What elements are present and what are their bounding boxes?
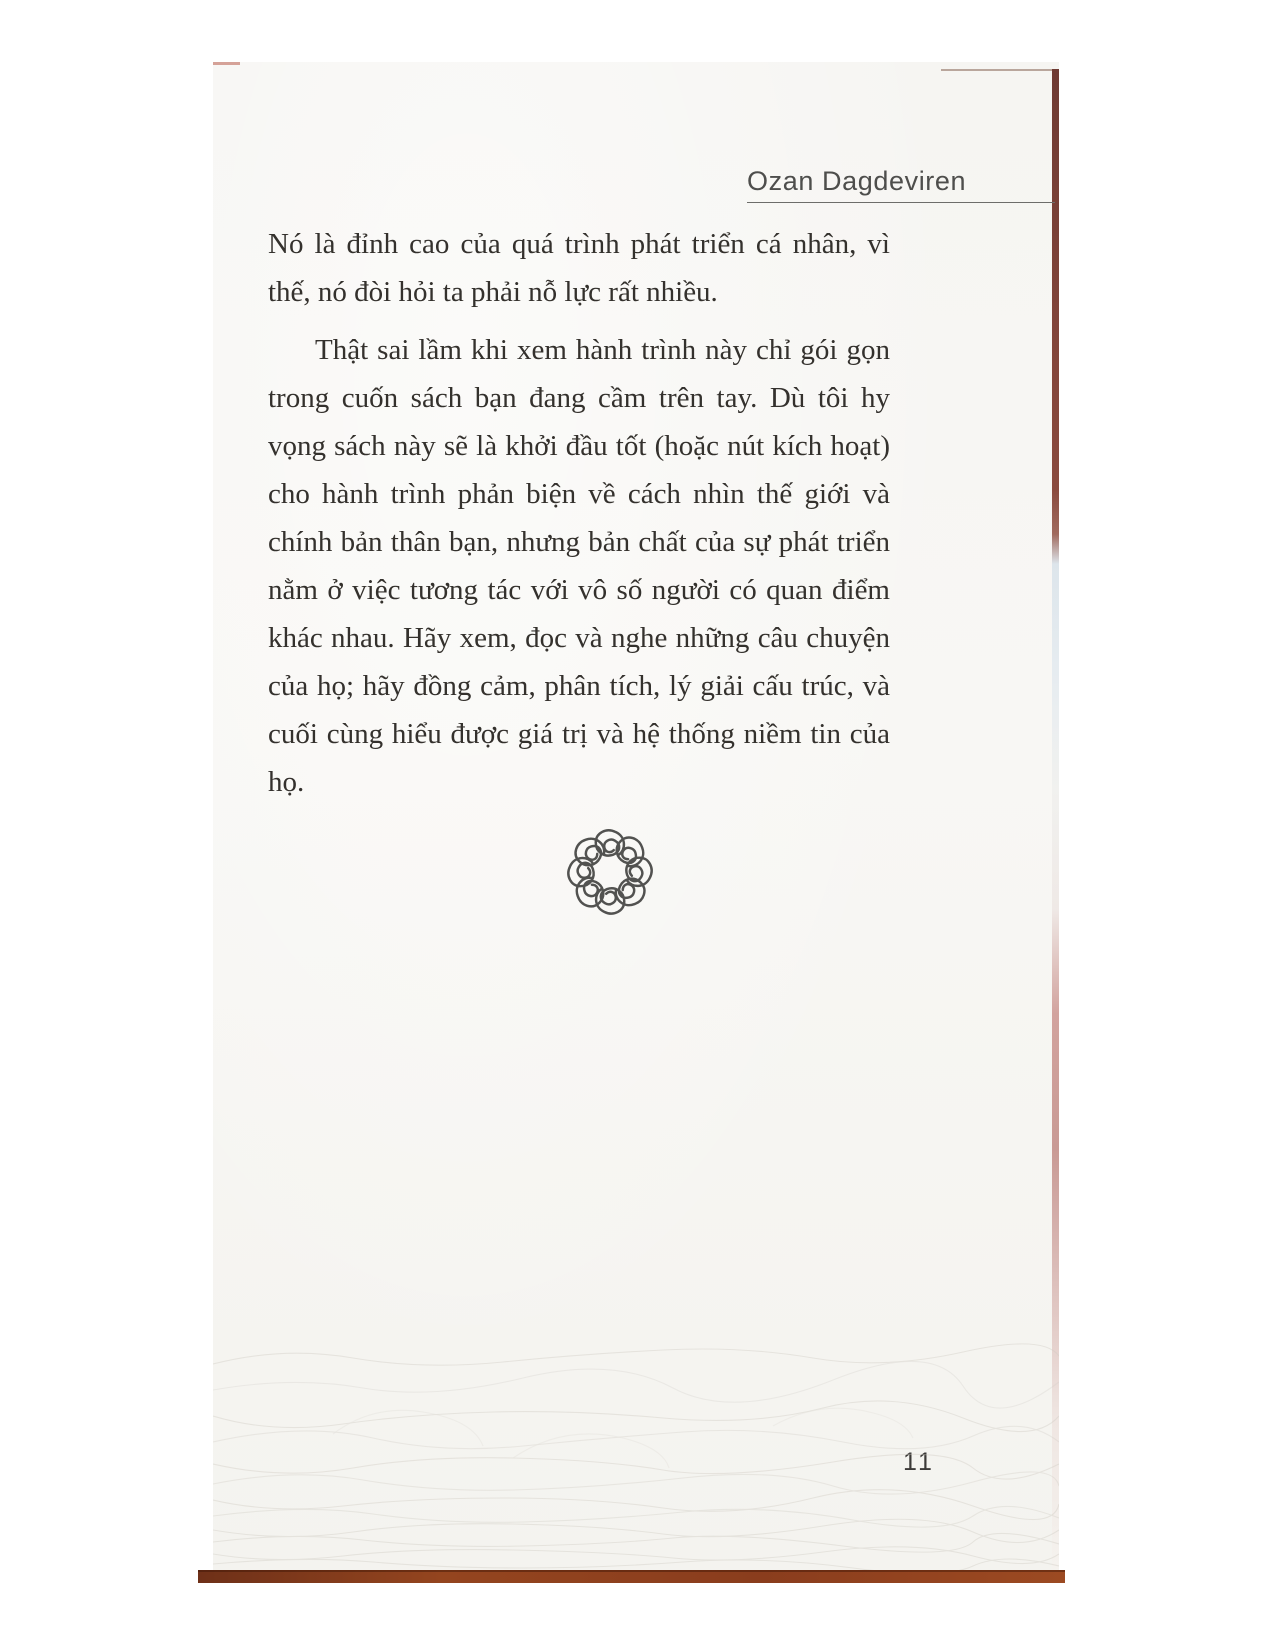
author-name: Ozan Dagdeviren	[747, 166, 967, 196]
page-top-edge	[941, 69, 1059, 71]
paragraph: Thật sai lầm khi xem hành trình này chỉ gói gọn trong cuốn sách bạn đang cầm trên tay. Dù tôi hy vọng sách này sẽ là khởi đầu tốt (hoặc nút kích hoạt) cho hành trình phản biện về cách nhìn thế giới và chính bản thân bạn, nhưng bản chất của sự phát triển nằm ở việc tương tác với vô số người có quan điểm khác nhau. Hãy xem, đọc và nghe những câu chuyện của họ; hãy đồng cảm, phân tích, lý giải cấu trúc, và cuối cùng hiểu được giá trị và hệ thống niềm tin của họ.	[268, 334, 890, 798]
wave-texture	[213, 1338, 1059, 1570]
running-header	[747, 166, 1055, 203]
rosette-ornament-icon	[553, 814, 667, 928]
body-text	[268, 220, 890, 806]
book-cover-bottom-edge	[198, 1570, 1065, 1583]
book-page	[213, 62, 1059, 1583]
page-number: 11	[903, 1448, 935, 1476]
scan-corner-mark	[213, 62, 240, 65]
paragraph: Nó là đỉnh cao của quá trình phát triển cá nhân, vì thế, nó đòi hỏi ta phải nỗ lực rất nhiều.	[268, 228, 890, 308]
